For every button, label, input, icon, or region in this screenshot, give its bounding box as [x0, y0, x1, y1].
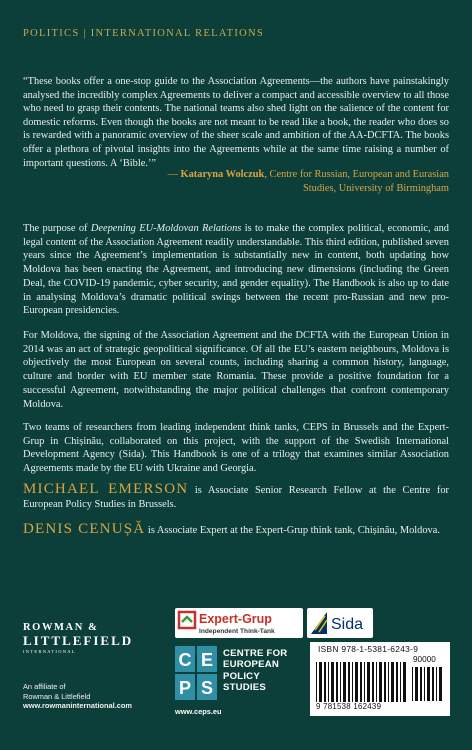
- ceps-name-line-3: POLICY: [223, 670, 260, 682]
- attribution-dash: —: [167, 169, 181, 180]
- barcode-digits: 9 781538 162439: [316, 702, 382, 711]
- expert-grup-logo: [175, 608, 303, 638]
- isbn-number: ISBN 978-1-5381-6243-9: [318, 644, 419, 654]
- publisher-line-2: LITTLEFIELD: [23, 633, 134, 648]
- svg-text:C: C: [178, 650, 192, 670]
- publisher-affiliate: [23, 682, 173, 711]
- barcode-addon-bars: [412, 667, 444, 701]
- ceps-name-line-2: EUROPEAN: [223, 659, 279, 671]
- ceps-icon: [175, 646, 219, 702]
- sida-icon: [307, 608, 373, 638]
- author-bio-text-1: is Associate Senior Research Fellow at the Centre for European Policy Studies in Brussels.: [23, 485, 449, 510]
- sida-name: Sida: [331, 616, 364, 633]
- expert-grup-icon: [175, 608, 303, 638]
- description-paragraph-3: Two teams of researchers from leading independent think tanks, CEPS in Brussels and the Expert-Grup in Chișinău, collaborated on this project, with the support of the Swedish International Development Agency (Sida). This Handbook is one of a trilogy that examines similar Association Agreements made by the EU with Ukraine and Georgia.: [23, 422, 449, 475]
- description-paragraph-1: [23, 222, 449, 318]
- svg-text:E: E: [200, 650, 214, 670]
- para1-rest: is to make the complex political, economic, and legal content of the Association Agreement readily understandable. This third edition, published seven years since the Agreement’s implementation is substantially new in content, both updating how Moldova has been enacting the Agreement, and introducing new dimensions (including the Green Deal, the COVID-19 pandemic, cyber security, and gender equality). The Handbook is also up to date in analysing Moldova’s dramatic political swings between the recent pro-Russian and new pro-European presidencies.: [23, 223, 450, 317]
- para1-lead: The purpose of: [23, 223, 91, 234]
- affiliate-line-1: An affiliate of: [23, 682, 66, 691]
- svg-text:P: P: [178, 678, 192, 698]
- expert-grup-name: Expert-Grup: [199, 612, 272, 626]
- ceps-full-name: [223, 648, 287, 693]
- author-name-2: DENIS CENUȘĂ: [23, 521, 146, 537]
- isbn-barcode: [310, 642, 450, 716]
- author-name-1: MICHAEL EMERSON: [23, 481, 189, 497]
- author-bio-2: [23, 523, 449, 538]
- ceps-url: www.ceps.eu: [175, 707, 222, 716]
- publisher-logo: [23, 622, 133, 654]
- endorser-name: Kataryna Wolczuk: [180, 169, 265, 180]
- barcode-bars: [316, 662, 408, 702]
- ceps-name-line-4: STUDIES: [223, 681, 266, 693]
- publisher-line-3: INTERNATIONAL: [23, 649, 76, 654]
- author-bio-text-2: is Associate Expert at the Expert-Grup think tank, Chișinău, Moldova.: [145, 525, 440, 536]
- endorser-affiliation: , Centre for Russian, European and Eurasian Studies, University of Birmingham: [264, 169, 449, 194]
- author-bio-1: [23, 483, 449, 511]
- category-label: POLITICS | INTERNATIONAL RELATIONS: [23, 28, 265, 39]
- publisher-url: www.rowmaninternational.com: [23, 701, 132, 710]
- affiliate-line-2: Rowman & Littlefield: [23, 691, 91, 701]
- ceps-name-line-1: CENTRE FOR: [223, 648, 288, 659]
- svg-text:S: S: [200, 678, 214, 698]
- endorsement-quote: “These books offer a one-stop guide to the Association Agreements—the authors have painstakingly analysed the incredibly complex Agreements to deliver a compact and accessible overview to all those who need to grasp their contents. The national teams also shed light on the salience of the content for domestic reforms. Even though the books are not meant to be read like a book, the reader who does so is rewarded with a panoramic overview of the sheer scale and ambition of the AA-DCFTA. The books offer a plethora of pivotal insights into the Agreements while at the same time raising a number of important questions. A ‘Bible.’”: [23, 76, 449, 169]
- expert-grup-tagline: Independent Think-Tank: [199, 628, 275, 635]
- publisher-line-1: ROWMAN &: [23, 622, 99, 633]
- sida-logo: [307, 608, 373, 638]
- ceps-logo: [175, 644, 300, 708]
- description-paragraph-2: For Moldova, the signing of the Association Agreement and the DCFTA with the European Union in 2014 was an act of strategic geopolitical significance. Of all the EU’s eastern neighbours, Moldova is objectively the most European on several counts, including sharing a common history, language, culture and border with EU member state Romania. These provide a positive foundation for a successful Agreement, notwithstanding the major political challenges that confront contemporary Moldova.: [23, 330, 449, 410]
- price-code: 90000: [413, 655, 436, 664]
- book-title: Deepening EU-Moldovan Relations: [90, 223, 242, 234]
- quote-attribution: [149, 168, 449, 195]
